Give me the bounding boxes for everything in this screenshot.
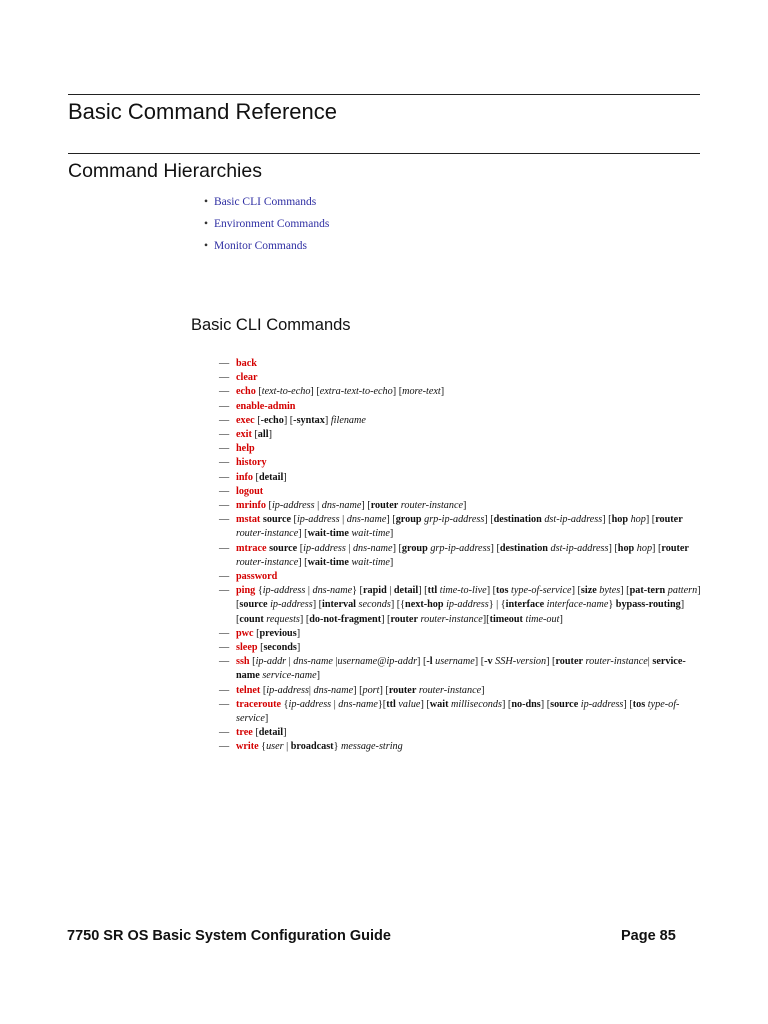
command-syntax: |	[647, 656, 653, 668]
command-keyword: wait-time	[307, 528, 349, 540]
command-syntax: |	[345, 542, 353, 554]
command-parameter: grp-ip-address	[424, 514, 485, 526]
command-name-history[interactable]: history	[236, 457, 267, 469]
command-syntax: }	[608, 599, 616, 611]
command-parameter: grp-ip-address	[430, 542, 491, 554]
command-syntax: ] [	[620, 585, 630, 597]
command-parameter: message-string	[341, 741, 403, 753]
command-syntax: ] [	[652, 542, 662, 554]
command-keyword: source	[239, 599, 268, 611]
command-parameter: dns-name	[338, 698, 378, 710]
command-name-back[interactable]: back	[236, 358, 257, 369]
command-row	[219, 542, 705, 570]
dash-marker: —	[219, 542, 230, 554]
command-keyword: -syntax	[293, 414, 325, 426]
command-parameter: router-instance	[400, 500, 464, 512]
command-name-mstat[interactable]: mstat	[236, 514, 261, 526]
command-row	[219, 400, 705, 414]
command-name-mtrace[interactable]: mtrace	[236, 542, 267, 554]
command-syntax: [	[251, 429, 258, 441]
command-parameter: milliseconds	[451, 698, 502, 710]
command-syntax: ] [	[361, 500, 371, 512]
command-name-exec[interactable]: exec	[236, 414, 255, 426]
command-parameter: dst-ip-address	[544, 514, 603, 526]
command-syntax: [	[266, 500, 272, 512]
command-name-mrinfo[interactable]: mrinfo	[236, 500, 266, 512]
command-syntax: ] [	[236, 599, 685, 625]
command-keyword: timeout	[489, 613, 523, 625]
command-syntax: ] [	[381, 613, 391, 625]
command-keyword: count	[239, 613, 264, 625]
command-row	[219, 641, 705, 655]
command-syntax: } | {	[488, 599, 506, 611]
command-row	[219, 357, 705, 371]
command-syntax: ]	[264, 713, 269, 725]
command-parameter: ip-addr	[255, 656, 287, 668]
command-keyword: -echo	[260, 414, 284, 426]
dash-marker: —	[219, 585, 230, 597]
command-keyword: ttl	[386, 698, 396, 710]
command-keyword: wait-time	[307, 556, 349, 568]
command-syntax: ]	[268, 429, 272, 441]
command-parameter: hop	[630, 514, 646, 526]
command-syntax: ] [	[312, 599, 323, 611]
command-name-sleep[interactable]: sleep	[236, 642, 258, 654]
command-syntax: }	[333, 741, 342, 753]
command-row	[219, 570, 705, 584]
command-parameter: dns-name	[293, 656, 333, 668]
command-parameter: wait-time	[351, 556, 390, 568]
command-syntax: ]	[324, 414, 331, 426]
command-name-echo[interactable]: echo	[236, 386, 256, 398]
dash-marker: —	[219, 400, 230, 412]
link-environment-commands[interactable]: Environment Commands	[214, 218, 330, 230]
command-parameter: username@ip-addr	[337, 656, 418, 668]
command-keyword: group	[401, 542, 428, 554]
command-row	[219, 414, 705, 428]
dash-marker: —	[219, 429, 230, 441]
command-syntax: ] [	[417, 656, 427, 668]
command-name-tree[interactable]: tree	[236, 727, 253, 739]
command-parameter: port	[362, 684, 380, 696]
bullet-icon: •	[204, 196, 209, 208]
command-syntax: ]	[559, 613, 563, 625]
command-syntax: ]	[389, 556, 394, 568]
command-parameter: interface-name	[546, 599, 609, 611]
dash-marker: —	[219, 627, 230, 639]
command-keyword: pat-tern	[629, 585, 666, 597]
dash-marker: —	[219, 500, 230, 512]
command-syntax: ] [	[490, 542, 500, 554]
command-syntax: ] [{	[390, 599, 406, 611]
command-parameter: SSH-version	[495, 656, 547, 668]
command-syntax: [	[254, 414, 261, 426]
command-parameter: ip-address	[288, 698, 332, 710]
subsection-heading: Basic CLI Commands	[191, 316, 351, 334]
command-name-help[interactable]: help	[236, 443, 255, 455]
command-syntax: |	[386, 585, 394, 597]
bullet-icon: •	[204, 240, 209, 252]
dash-marker: —	[219, 457, 230, 469]
command-keyword: hop	[617, 542, 635, 554]
command-parameter: seconds	[358, 599, 391, 611]
command-keyword: router	[655, 514, 683, 526]
command-parameter: ip-address	[296, 514, 340, 526]
command-row	[219, 442, 705, 456]
command-keyword: service-name	[236, 656, 686, 682]
command-syntax: [	[297, 542, 304, 554]
command-syntax: ]	[316, 670, 321, 682]
command-syntax: [	[260, 684, 267, 696]
command-syntax: [	[252, 471, 259, 483]
command-name-logout[interactable]: logout	[236, 485, 264, 497]
command-parameter: ip-address	[270, 599, 313, 611]
command-row	[219, 428, 705, 442]
dash-marker: —	[219, 358, 230, 369]
command-syntax: ] [	[420, 698, 430, 710]
command-syntax: |	[286, 656, 294, 668]
footer-guide-title: 7750 SR OS Basic System Configuration Guide	[67, 928, 391, 944]
command-parameter: ip-address	[303, 542, 346, 554]
command-keyword: no-dns	[511, 698, 541, 710]
command-row	[219, 499, 705, 513]
command-parameter: requests	[266, 613, 300, 625]
command-keyword: size	[580, 585, 597, 597]
command-syntax: ] [	[392, 386, 403, 398]
command-keyword: -l	[426, 656, 433, 668]
command-row	[219, 655, 705, 683]
dash-marker: —	[219, 684, 230, 696]
command-syntax: ]	[481, 684, 485, 696]
command-syntax: {	[255, 585, 263, 597]
command-name-exit[interactable]: exit	[236, 429, 252, 441]
command-parameter: dns-name	[321, 500, 362, 512]
command-keyword: hop	[611, 514, 629, 526]
command-parameter: router-instance	[585, 656, 648, 668]
command-keyword: group	[395, 514, 422, 526]
link-monitor-commands[interactable]: Monitor Commands	[214, 240, 307, 252]
command-keyword: router	[390, 613, 418, 625]
command-parameter: time-out	[525, 613, 560, 625]
command-parameter: dns-name	[313, 684, 354, 696]
dash-marker: —	[219, 571, 230, 583]
command-name-enable-admin[interactable]: enable-admin	[236, 400, 296, 412]
command-row	[219, 385, 705, 399]
command-row	[219, 740, 705, 754]
command-keyword: interface	[505, 599, 545, 611]
command-parameter: username	[435, 656, 475, 668]
command-syntax: |	[314, 500, 322, 512]
command-syntax: |	[332, 656, 338, 668]
dash-marker: —	[219, 414, 230, 426]
command-keyword: detail	[258, 727, 284, 739]
command-syntax: ] [	[418, 585, 428, 597]
command-syntax: ] [	[386, 514, 396, 526]
command-keyword: detail	[258, 471, 284, 483]
command-syntax: ] [	[484, 514, 494, 526]
command-syntax: ] [	[298, 556, 308, 568]
command-parameter: router-instance	[236, 556, 299, 568]
command-syntax: ] [	[236, 585, 701, 611]
command-syntax: [	[291, 514, 297, 526]
command-row	[219, 485, 705, 499]
command-name-ping[interactable]: ping	[236, 585, 256, 597]
top-rule	[68, 94, 700, 95]
command-syntax: ]	[389, 528, 394, 540]
command-syntax: ]	[283, 727, 287, 739]
command-keyword: seconds	[263, 642, 297, 654]
command-name-pwc[interactable]: pwc	[236, 627, 254, 639]
command-parameter: text-to-echo	[261, 386, 311, 398]
command-syntax: ] [	[645, 514, 656, 526]
command-syntax: ] [	[608, 542, 618, 554]
command-syntax: ] [	[283, 414, 294, 426]
command-keyword: wait	[429, 698, 449, 710]
command-parameter: hop	[636, 542, 653, 554]
command-syntax: ]	[463, 500, 467, 512]
command-parameter: user	[266, 741, 284, 753]
command-syntax: ] [	[571, 585, 581, 597]
command-syntax: } [	[352, 585, 363, 597]
command-keyword: source	[269, 542, 298, 554]
command-keyword: next-hop	[405, 599, 444, 611]
command-syntax: ] [	[392, 542, 402, 554]
command-parameter: pattern	[667, 585, 698, 597]
command-syntax: ] [	[474, 656, 485, 668]
command-keyword: ttl	[427, 585, 438, 597]
command-keyword: destination	[493, 514, 542, 526]
command-syntax: ] [	[486, 585, 497, 597]
dash-marker: —	[219, 372, 230, 384]
command-syntax: ] [	[602, 514, 612, 526]
command-parameter: dst-ip-address	[550, 542, 609, 554]
list-item	[204, 194, 329, 216]
command-name-info[interactable]: info	[236, 471, 253, 483]
command-parameter: ip-address	[266, 684, 309, 696]
command-syntax: ] [	[353, 684, 363, 696]
command-name-write[interactable]: write	[236, 741, 259, 753]
command-keyword: router	[661, 542, 689, 554]
command-row	[219, 698, 705, 726]
command-row	[219, 684, 705, 698]
command-keyword: bypass-routing	[615, 599, 681, 611]
command-parameter: bytes	[599, 585, 621, 597]
command-syntax: ]	[296, 642, 301, 654]
command-syntax: [	[255, 386, 262, 398]
command-keyword: tos	[632, 698, 646, 710]
dash-marker: —	[219, 485, 230, 497]
command-parameter: dns-name	[346, 514, 387, 526]
command-row	[219, 371, 705, 385]
command-name-telnet[interactable]: telnet	[236, 684, 261, 696]
command-parameter: router-instance	[418, 684, 482, 696]
link-basic-cli-commands[interactable]: Basic CLI Commands	[214, 196, 317, 208]
command-syntax: [	[257, 642, 264, 654]
command-parameter: router-instance	[420, 613, 483, 625]
footer-page-number: Page 85	[621, 928, 676, 944]
command-syntax: ] [	[540, 698, 551, 710]
command-keyword: detail	[393, 585, 419, 597]
command-syntax: ]	[296, 627, 301, 639]
dash-marker: —	[219, 741, 230, 753]
command-parameter: ip-address	[446, 599, 489, 611]
command-syntax: ]	[440, 386, 445, 398]
command-syntax: |	[339, 514, 347, 526]
command-syntax: ] [	[501, 698, 512, 710]
list-item	[204, 238, 329, 260]
command-parameter: filename	[330, 414, 366, 426]
command-keyword: interval	[322, 599, 356, 611]
command-keyword: destination	[499, 542, 548, 554]
command-syntax: ] [	[299, 613, 310, 625]
command-parameter: service-name	[262, 670, 317, 682]
command-keyword: do-not-fragment	[309, 613, 382, 625]
command-parameter: router-instance	[236, 528, 299, 540]
command-row	[219, 627, 705, 641]
command-row	[219, 584, 705, 627]
section-rule	[68, 153, 700, 154]
dash-marker: —	[219, 514, 230, 526]
dash-marker: —	[219, 386, 230, 398]
command-name-traceroute[interactable]: traceroute	[236, 698, 282, 710]
command-syntax: ] [	[379, 684, 389, 696]
command-syntax: ]	[283, 471, 287, 483]
command-keyword: router	[388, 684, 417, 696]
command-keyword: router	[555, 656, 583, 668]
command-keyword: source	[550, 698, 579, 710]
command-parameter: type-of-service	[511, 585, 572, 597]
command-syntax: }[	[377, 698, 387, 710]
command-parameter: dns-name	[352, 542, 393, 554]
command-keyword: rapid	[362, 585, 387, 597]
command-list	[219, 357, 705, 755]
command-row	[219, 471, 705, 485]
command-parameter: dns-name	[312, 585, 353, 597]
command-syntax: |	[283, 741, 291, 753]
command-parameter: wait-time	[351, 528, 390, 540]
section-heading: Command Hierarchies	[68, 160, 262, 182]
dash-marker: —	[219, 727, 230, 739]
dash-marker: —	[219, 642, 230, 654]
command-parameter: value	[398, 698, 421, 710]
command-syntax: |	[308, 684, 314, 696]
command-name-password[interactable]: password	[236, 571, 278, 583]
command-parameter: ip-address	[271, 500, 315, 512]
command-syntax: {	[281, 698, 289, 710]
command-parameter: type-of-service	[236, 698, 680, 725]
command-parameter: ip-address	[580, 698, 624, 710]
command-syntax: ] [	[623, 698, 633, 710]
command-keyword: router	[370, 500, 399, 512]
command-syntax: [	[253, 627, 260, 639]
dash-marker: —	[219, 443, 230, 455]
command-keyword: tos	[496, 585, 509, 597]
command-keyword: broadcast	[290, 741, 334, 753]
command-parameter: extra-text-to-echo	[319, 386, 393, 398]
list-item	[204, 216, 329, 238]
command-row	[219, 456, 705, 470]
command-row	[219, 513, 705, 541]
command-row	[219, 726, 705, 740]
command-keyword: previous	[259, 627, 297, 639]
command-name-ssh[interactable]: ssh	[236, 656, 250, 668]
command-syntax: ] [	[310, 386, 320, 398]
command-syntax: [	[252, 727, 259, 739]
command-keyword: source	[262, 514, 291, 526]
command-syntax: ] [	[298, 528, 308, 540]
dash-marker: —	[219, 698, 230, 710]
command-keyword: all	[257, 429, 269, 441]
command-name-clear[interactable]: clear	[236, 372, 258, 384]
command-parameter: ip-address	[262, 585, 306, 597]
command-syntax: [	[249, 656, 256, 668]
command-syntax: |	[305, 585, 313, 597]
command-syntax: ][	[482, 613, 490, 625]
hierarchy-link-list	[204, 194, 329, 260]
command-syntax: ] [	[546, 656, 556, 668]
dash-marker: —	[219, 656, 230, 668]
command-parameter: time-to-live	[439, 585, 487, 597]
command-syntax: |	[331, 698, 339, 710]
command-parameter: more-text	[402, 386, 441, 398]
dash-marker: —	[219, 471, 230, 483]
command-syntax: {	[258, 741, 267, 753]
command-keyword: -v	[484, 656, 493, 668]
page-title: Basic Command Reference	[68, 99, 338, 124]
bullet-icon: •	[204, 218, 209, 230]
